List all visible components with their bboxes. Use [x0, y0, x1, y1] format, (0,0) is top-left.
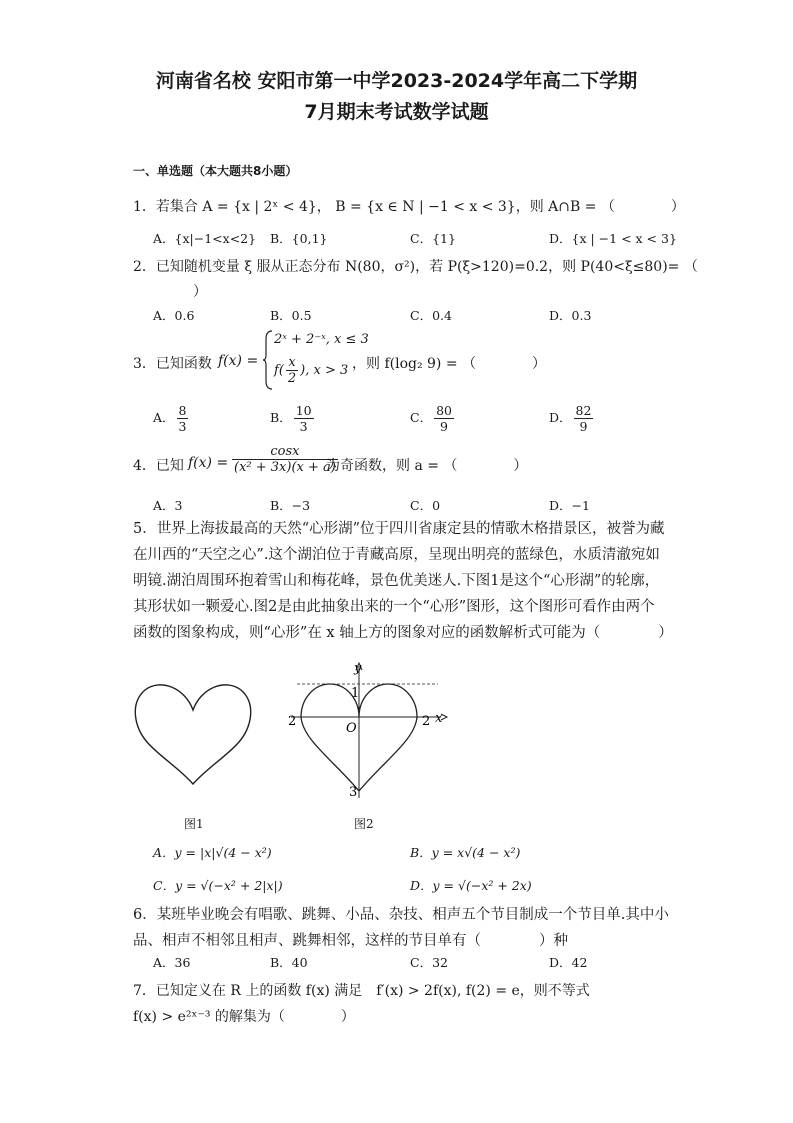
fig2-y-label: y [354, 661, 362, 676]
fig2-left2-label: 2 [288, 714, 297, 729]
section-heading: 一、单选题（本大题共8小题） [133, 164, 298, 178]
q3-option-b [270, 403, 316, 434]
fig2-three-label: 3 [349, 785, 358, 800]
q5-option-c: C．y = √(−x² + 2|x|) [153, 878, 283, 893]
fig2-origin-label: O [346, 721, 357, 736]
q7-line1: 7．已知定义在 R 上的函数 f(x) 满足 f′(x) > 2f(x), f(2) = e，则不等式 [133, 983, 590, 999]
q2-option-c: C．0.4 [410, 308, 452, 323]
figure1-heart [133, 680, 253, 785]
q3-fx: f(x) = [218, 353, 259, 369]
fig2-right2-label: 2 [422, 714, 431, 729]
q6-option-b: B．40 [270, 955, 308, 970]
q7-line2: f(x) > e²ˣ⁻³ 的解集为（ ） [133, 1009, 355, 1025]
q2-stem-line2: ） [193, 284, 207, 300]
q6-option-a: A．36 [153, 955, 191, 970]
fig2-one-label: 1 [351, 686, 360, 701]
q3-option-b-label: B． [270, 410, 292, 425]
q3-option-c-den: 9 [440, 419, 448, 434]
q4-fraction [230, 444, 340, 475]
q3-option-b-num: 10 [295, 403, 312, 418]
q2-option-a: A．0.6 [153, 308, 195, 323]
q3-option-a [153, 403, 190, 434]
q4-option-c: C．0 [410, 498, 441, 513]
q3-option-d-num: 82 [575, 403, 592, 418]
q6-option-c: C．32 [410, 955, 448, 970]
q1-option-c: C．{1} [410, 231, 456, 246]
q2-stem-line1: 2．已知随机变量 ξ 服从正态分布 N(80，σ²)，若 P(ξ>120)=0.2，则 P(40<ξ≤80)= （ [133, 259, 698, 275]
q1-stem: 1．若集合 A = {x | 2ˣ < 4}， B = {x ∈ N | −1 < x < 3}，则 A∩B = （ ） [133, 199, 685, 215]
q4-option-d: D．−1 [549, 498, 590, 513]
q3-option-b-den: 3 [299, 419, 308, 434]
q5-option-d: D．y = √(−x² + 2x) [410, 878, 532, 893]
q3-option-d-den: 9 [579, 419, 588, 434]
q1-option-d: D．{x | −1 < x < 3} [549, 231, 677, 246]
figure2-caption: 图2 [354, 817, 374, 831]
figure1-caption: 图1 [184, 817, 204, 831]
q2-option-d: D．0.3 [549, 308, 592, 323]
q4-suffix: 为奇函数，则 a = （ ） [326, 458, 528, 474]
q3-prefix: 3．已知函数 [133, 356, 212, 372]
q3-option-c-label: C． [410, 410, 433, 425]
q3-case1: 2ˣ + 2⁻ˣ, x ≤ 3 [274, 332, 369, 347]
q3-case2-cond: , x > 3 [305, 363, 349, 378]
q5-text: 5．世界上海拔最高的天然“心形湖”位于四川省康定县的情歌木格措景区，被誉为藏在川西的“天空之心”.这个湖泊位于青藏高原，呈现出明亮的蓝绿色，水质清澈宛如明镜.湖泊周围环抱着雪山和梅花峰，景色优美迷人.下图1是这个“心形湖”的轮廓，其形状如一颗爱心.图2是由此抽象出来的一个“心形”图形，这个图形可看作由两个函数的图象构成，则“心形”在 x 轴上方的图象对应的函数解析式可能为（ ） [133, 521, 673, 641]
q4-fx: f(x) = [188, 455, 229, 471]
q4-prefix: 4．已知 [133, 458, 184, 474]
q4-denominator: (x² + 3x)(x + a) [234, 460, 336, 475]
q6-option-d: D．42 [549, 955, 588, 970]
q3-case2: f( $\frac{x}{2}$ ), x > 3 [274, 355, 349, 386]
fig2-x-label: x [435, 711, 443, 726]
q3-option-c-num: 80 [436, 403, 452, 418]
q5-option-a: A．y = |x|√(4 − x²) [153, 845, 272, 860]
q3-option-d-label: D． [549, 410, 572, 425]
q3-option-a-label: A． [153, 410, 175, 425]
q5-option-b: B．y = x√(4 − x²) [410, 845, 521, 860]
q2-option-b: B．0.5 [270, 308, 312, 323]
q3-brace [262, 329, 274, 391]
q3-case2-den: 2 [287, 371, 297, 386]
q4-numerator: cosx [232, 444, 338, 460]
q3-option-c [410, 403, 456, 434]
q3-option-a-num: 8 [178, 403, 187, 418]
q3-option-d [549, 403, 595, 434]
q3-suffix: ，则 f(log₂ 9) = （ ） [352, 356, 547, 372]
exam-title-line1: 河南省名校 安阳市第一中学2023-2024学年高二下学期 [155, 70, 638, 92]
q4-option-a: A．3 [153, 498, 183, 513]
q1-option-a: A．{x|−1<x<2} [153, 231, 257, 246]
q6-text: 6．某班毕业晚会有唱歌、跳舞、小品、杂技、相声五个节目制成一个节目单.其中小品、相声不相邻且相声、跳舞相邻，这样的节目单有（ ）种 [133, 907, 669, 949]
q4-option-b: B．−3 [270, 498, 311, 513]
q3-option-a-den: 3 [178, 419, 187, 434]
exam-title-line2: 7月期末考试数学试题 [304, 101, 489, 123]
q3-case2-f: f [274, 363, 279, 378]
q1-option-b: B．{0,1} [270, 231, 328, 246]
figure2-heart-graph [283, 660, 453, 810]
q3-case2-num: x [286, 355, 298, 371]
